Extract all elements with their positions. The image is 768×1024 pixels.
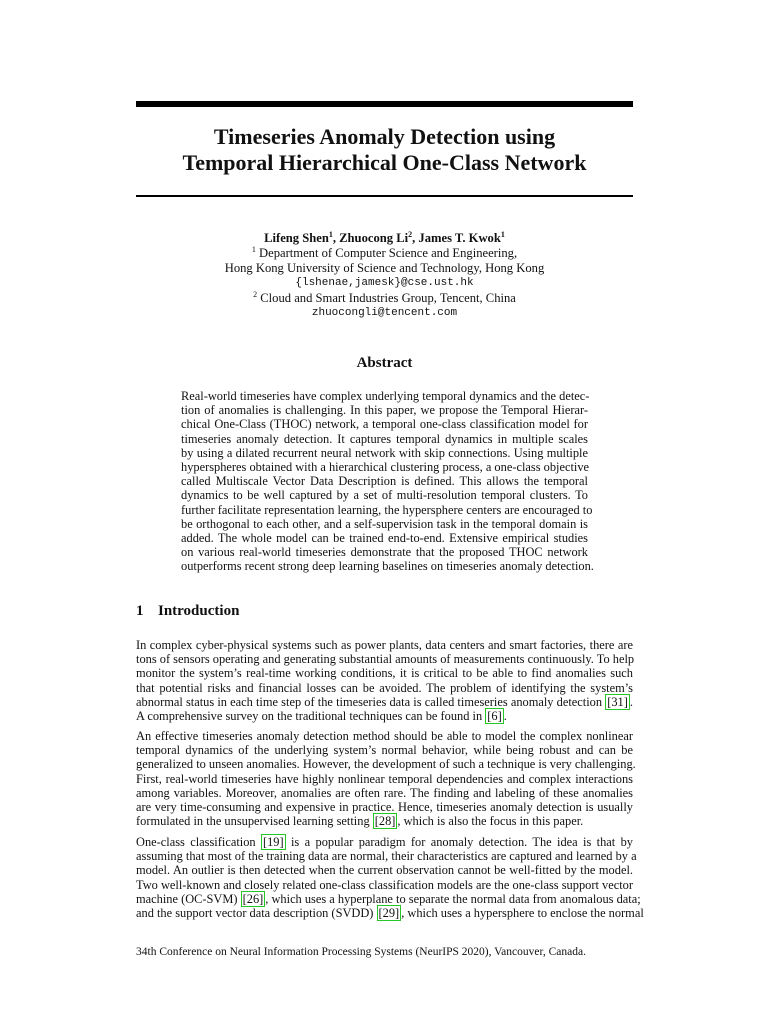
paragraph-line: Two well-known and closely related one-class classification models are the one-class support vector [136,877,633,892]
paragraph-line: formulated in the unsupervised learning setting [28] , which is also the focus in this paper. [136,814,584,829]
paragraph-line: that potential risks and financial losses can be avoided. The problem of identifying the system’s [136,680,633,695]
author-names: Lifeng Shen$^1$, Zhuocong Li$^2$, James T. Kwok$^1$ [264,230,505,245]
abstract-line: by using a dilated recurrent neural network with skip connections. Using multiple [181,445,588,460]
paragraph-line: temporal dynamics of the underlying system’s normal behavior, while being robust and can be [136,743,633,758]
paragraph-line: abnormal status in each time step of the timeseries data is called timeseries anomaly detection [31] . [136,694,633,709]
paragraph-line: generalized to unseen anomalies. However, the development of such a technique is very challenging. [136,757,636,772]
author-1: Lifeng Shen [264,231,329,245]
author-3-sup: 1 [500,230,505,239]
abstract-body [181,389,594,574]
paragraph-line: assuming that most of the training data are normal, their characteristics are captured and learned by a [136,849,637,864]
abstract-line: hyperspheres obtained with a hierarchical clustering process, a one-class objective [181,460,590,475]
email-2: zhuocongli@tencent.com [311,307,458,319]
citation-link[interactable]: [28] [374,814,396,829]
abstract-line: Real-world timeseries have complex underlying temporal dynamics and the detec- [181,389,590,403]
author-2-sup: 2 [408,230,413,239]
author-block [136,231,633,321]
citation-link[interactable]: [31] [607,694,628,709]
intro-paragraph-1 [136,638,633,723]
abstract-line: tion of anomalies is challenging. In this paper, we propose the Temporal Hierar- [181,403,588,418]
author-3: James T. Kwok [418,231,501,245]
paragraph-line: machine (OC-SVM) [26] , which uses a hyperplane to separate the normal data from anomalous data; [136,891,641,906]
abstract-line: chical One-Class (THOC) network, a temporal one-class classification model for [181,417,588,432]
affiliation-2: $^2$ Cloud and Smart Industries Group, Tencent, China [253,290,516,305]
abstract-line: further facilitate representation learning, the hypersphere centers are encouraged to [181,502,593,517]
title-line-2: Temporal Hierarchical One-Class Network [182,150,587,175]
paragraph-line: A comprehensive survey on the traditional techniques can be found in [6] . [136,709,507,724]
abstract-heading: Abstract [356,355,413,371]
paragraph-line: In complex cyber-physical systems such as power plants, data centers and smart factories, there are [136,638,633,652]
paragraph-line: among variables. Moreover, anomalies are often rare. The finding and labeling of these anomalies [136,785,633,800]
paragraph-line: and the support vector data description (SVDD) [29] , which uses a hypersphere to enclose the normal [136,906,644,921]
paragraph-line: monitor the system’s real-time working conditions, it is critical to be able to find anomalies such [136,666,633,681]
section-title: Introduction [158,603,240,619]
abstract-line: called Multiscale Vector Data Description is defined. This allows the temporal [181,474,588,489]
title-line-1: Timeseries Anomaly Detection using [213,124,556,149]
affiliation-1-line-2: Hong Kong University of Science and Technology, Hong Kong [224,261,545,275]
author-2: Zhuocong Li [339,231,409,245]
conference-footer: 34th Conference on Neural Information Processing Systems (NeurIPS 2020), Vancouver, Canada. [136,946,586,958]
abstract-line: added. The whole model can be trained end-to-end. Extensive empirical studies [181,531,588,546]
abstract-line: dynamics to be well captured by a set of multi-resolution temporal clusters. To [181,488,588,503]
abstract-line: on various real-world timeseries demonstrate that the proposed THOC network [181,545,588,560]
citation-link[interactable]: [6] [487,709,502,724]
title-rule [136,195,633,197]
citation-link[interactable]: [26] [242,891,264,906]
paragraph-line: are very time-consuming and expensive in practice. Hence, timeseries anomaly detection is usually [136,800,633,815]
paragraph-line: model. An outlier is then detected when the current observation cannot be well-fitted by the model. [136,863,633,878]
section-number: 1 [136,603,144,619]
top-rule [136,101,633,107]
affiliation-1-line-1: $^1$ Department of Computer Science and Engineering, [251,245,518,260]
citation-link[interactable]: [19] [262,835,284,849]
section-heading-introduction [136,603,239,620]
abstract-line: outperforms recent strong deep learning baselines on timeseries anomaly detection. [181,559,594,574]
paragraph-line: An effective timeseries anomaly detection method should be able to model the complex nonlinear [136,729,633,743]
citation-link[interactable]: [29] [378,906,400,921]
abstract-line: be orthogonal to each other, and a self-supervision task in the temporal domain is [181,516,588,531]
abstract-line: timeseries anomaly detection. It captures temporal dynamics in multiple scales [181,431,588,446]
email-1: {lshenae,jamesk}@cse.ust.hk [295,277,474,289]
paper-title [136,124,633,176]
paragraph-line: tons of sensors operating and generating substantial amounts of measurements continuously. To help [136,652,635,667]
intro-paragraph-3 [136,835,644,921]
author-1-sup: 1 [328,230,333,239]
intro-paragraph-2 [136,729,636,829]
paragraph-line: One-class classification [19] is a popular paradigm for anomaly detection. The idea is that by [136,835,633,849]
paragraph-line: First, real-world timeseries have highly nonlinear temporal dependencies and complex interactions [136,771,633,786]
